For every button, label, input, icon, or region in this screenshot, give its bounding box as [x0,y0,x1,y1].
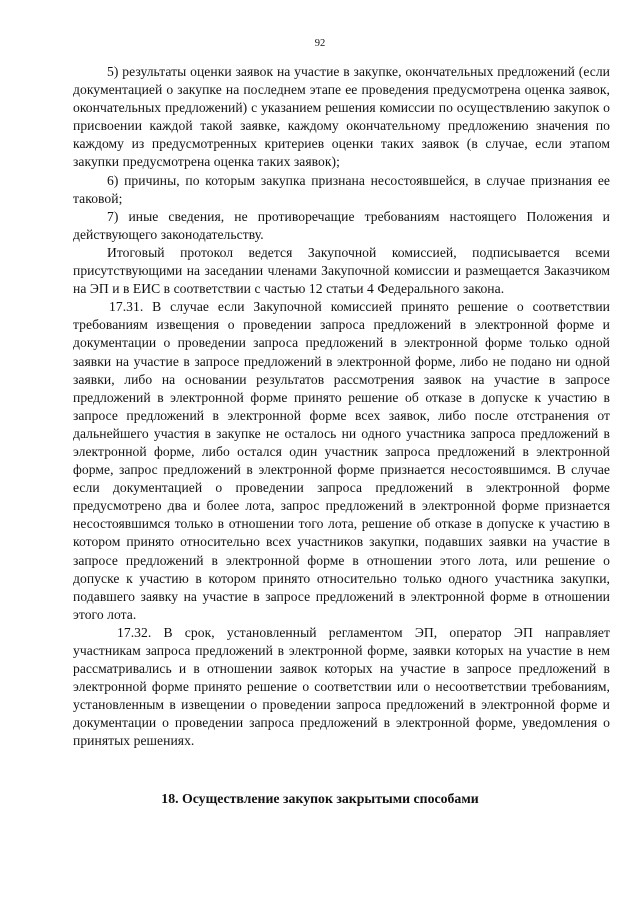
section-heading: 18. Осуществление закупок закрытыми способами [161,791,479,806]
paragraph-item-5: 5) результаты оценки заявок на участие в закупке, окончательных предложений (если документацией о закупке на последнем этапе ее проведения предусмотрена оценка заявок, окончательных предложений) с указанием решения комиссии по осуществлению закупок о присвоении каждой такой заявке, каждому окончательному предложению значения по каждому из предусмотренных критериев оценки таких заявок (в случае, если этапом закупки предусмотрена оценка таких заявок); [73,64,610,170]
paragraph-item-6: 6) причины, по которым закупка признана несостоявшейся, в случае признания ее таковой; [73,172,610,206]
paragraph-final-protocol: Итоговый протокол ведется Закупочной комиссией, подписывается всеми присутствующими на заседании членами Закупочной комиссии и размещается Заказчиком на ЭП и в ЕИС в соответствии с частью 12 статьи 4 Федерального закона. [73,244,610,297]
page-number: 92 [314,38,326,49]
paragraph-item-7: 7) иные сведения, не противоречащие требованиям настоящего Положения и действующего законодательству. [73,208,610,242]
paragraph-17-32: 17.32. В срок, установленный регламентом ЭП, оператор ЭП направляет участникам запроса предложений в электронной форме, заявки которых на участие в нем рассматривались и в отношении заявок которых на участие в запросе предложений в электронной форме принято решение о соответствии или о несоответствии требованиям, установленным в извещении о проведении запроса предложений в электронной форме и документации о проведении запроса предложений в электронной форме, уведомления о принятых решениях. [73,624,610,749]
document-body [73,63,610,751]
paragraph-17-31: 17.31. В случае если Закупочной комиссией принято решение о соответствии требованиям извещения о проведении запроса предложений в электронной форме и документации о проведении запроса предложений в электронной форме только одной заявки на участие в запросе предложений в электронной форме, либо не подано ни одной заявки, либо на основании результатов рассмотрения заявок на участие в запросе предложений в электронной форме принято решение об отказе в допуске к участию в запросе предложений в электронной форме всех заявок, либо после отстранения от дальнейшего участия в закупке не осталось ни одного участника запроса предложений в электронной форме, либо остался один участник запроса предложений в электронной форме, запрос предложений в электронной форме признается несостоявшимся. В случае если документацией о проведении запроса предложений в электронной форме предусмотрено два и более лота, запрос предложений в электронной форме признается несостоявшимся только в отношении того лота, решение об отказе в допуске к участию в котором принято относительно всех участников закупки, подавших заявки на участие в запросе предложений в электронной форме в отношении этого лота, или решение о допуске к участию в котором принято относительно только одного участника закупки, подавшего заявку на участие в запросе предложений в электронной форме в отношении этого лота. [73,299,610,622]
